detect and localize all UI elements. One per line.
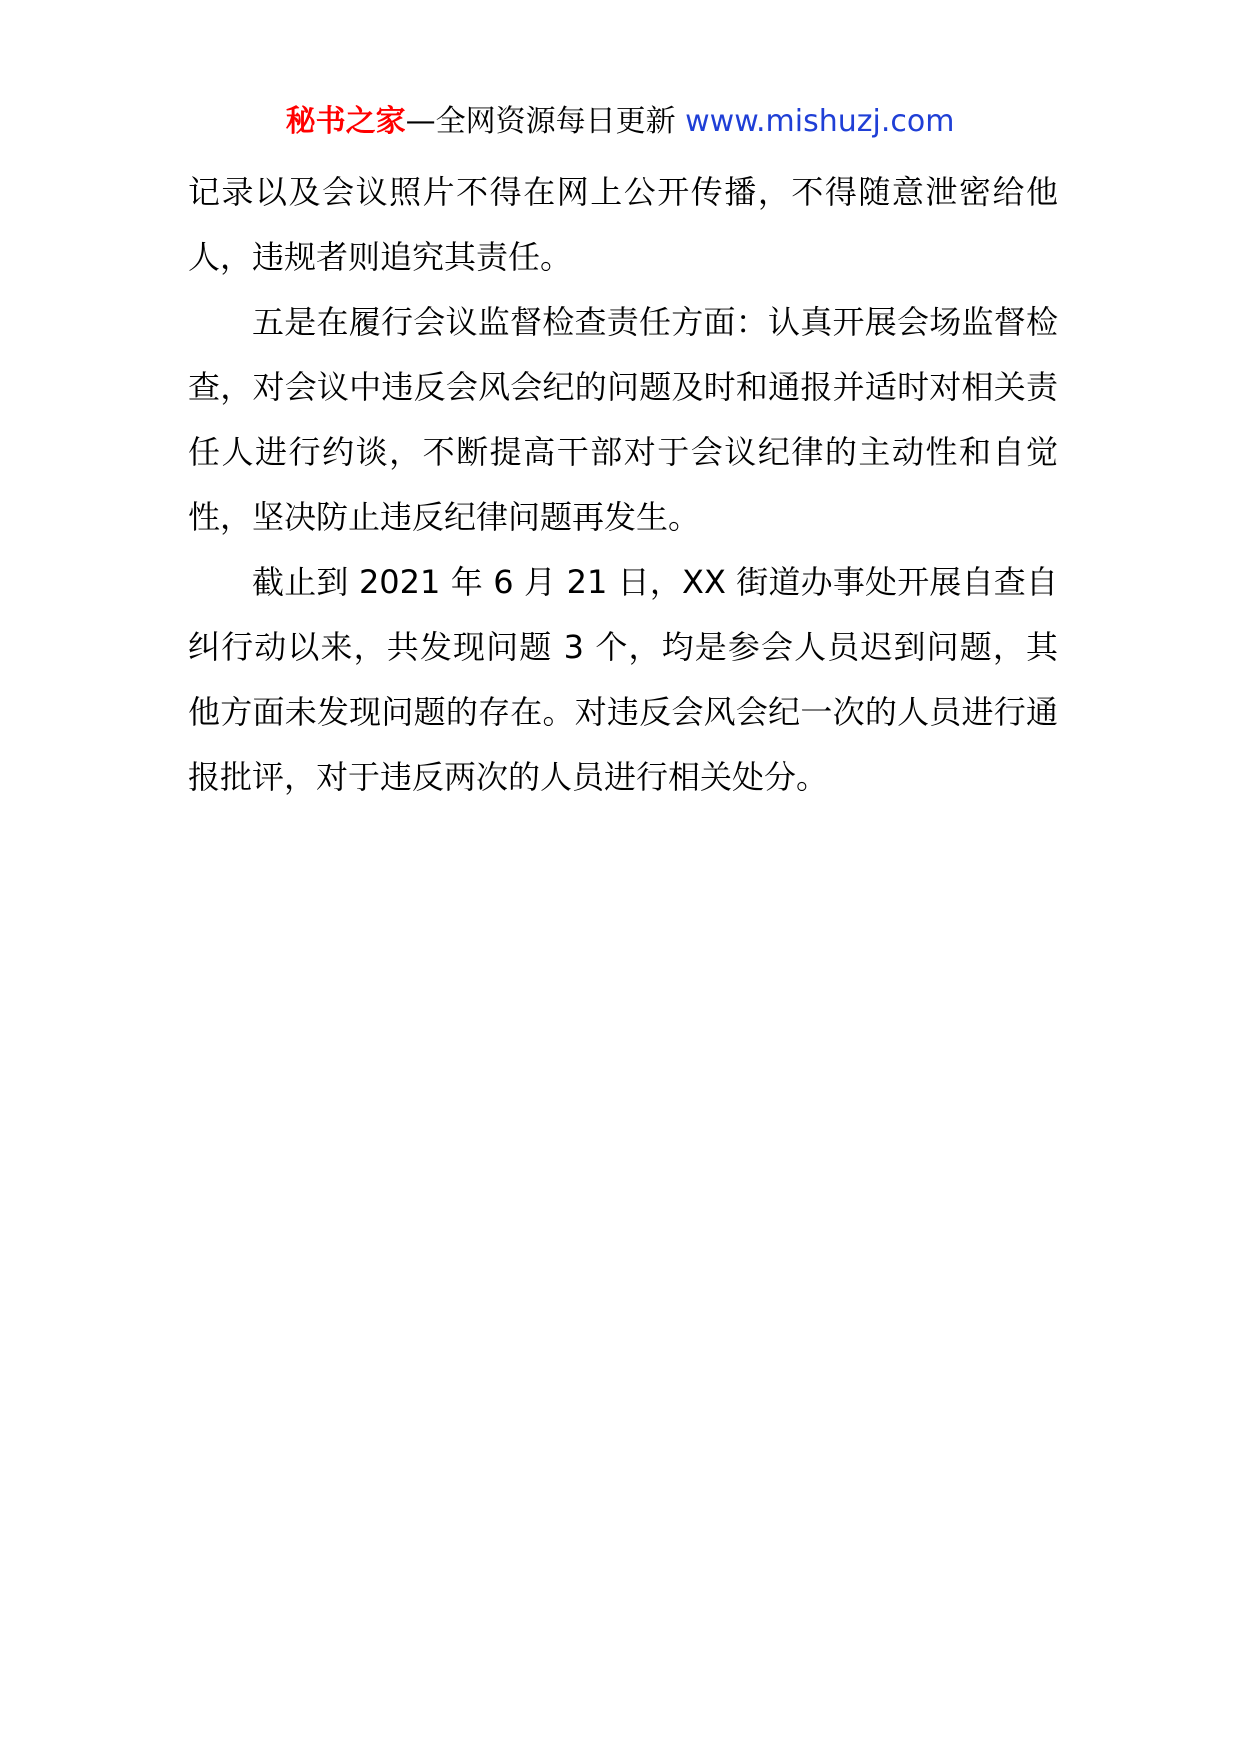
brand-name: 秘书之家: [285, 104, 406, 139]
paragraph-continued: 记录以及会议照片不得在网上公开传播，不得随意泄密给他人，违规者则追究其责任。: [188, 173, 1058, 276]
paragraph-summary: 截止到 2021 年 6 月 21 日，XX 街道办事处开展自查自纠行动以来，共发现问题 3 个，均是参会人员迟到问题，其他方面未发现问题的存在。对违反会风会纪一次的人员进行通报批评，对于违反两次的人员进行相关处分。: [188, 563, 1058, 796]
header-tagline: —全网资源每日更新: [405, 104, 676, 139]
site-url-link[interactable]: www.mishuzj.com: [685, 104, 955, 139]
watermark-header: [0, 100, 1240, 144]
paragraph-supervision: 五是在履行会议监督检查责任方面：认真开展会场监督检查，对会议中违反会风会纪的问题及时和通报并适时对相关责任人进行约谈，不断提高干部对于会议纪律的主动性和自觉性，坚决防止违反纪律问题再发生。: [188, 303, 1058, 536]
document-body: [188, 160, 1058, 810]
